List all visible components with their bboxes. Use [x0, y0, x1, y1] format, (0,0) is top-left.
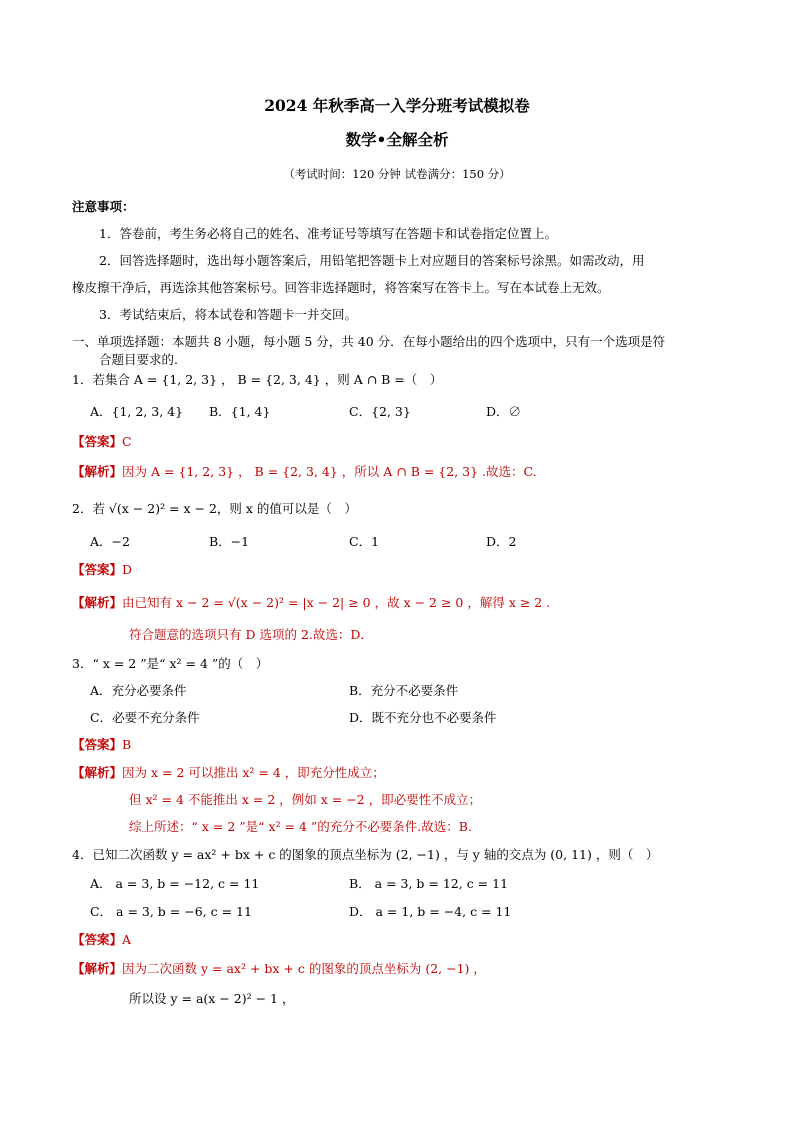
document-subtitle: 数学•全解全析	[345, 130, 449, 149]
q1-option-c: C．{2, 3}	[349, 404, 411, 419]
notice-item-1: 1．答卷前，考生务必将自己的姓名、准考证号等填写在答题卡和试卷指定位置上。	[99, 226, 557, 241]
q2-option-b: B．−1	[209, 534, 250, 549]
q3-option-b: B．充分不必要条件	[349, 683, 459, 698]
q4-analysis-row	[72, 961, 486, 976]
q3-option-a: A．充分必要条件	[90, 683, 187, 698]
exam-info: （考试时间：120 分钟 试卷满分：150 分）	[283, 167, 511, 181]
notice-item-2: 2．回答选择题时，选出每小题答案后，用铅笔把答题卡上对应题目的答案标号涂黑。如需改动，用	[99, 253, 645, 268]
q1-option-d: D．∅	[486, 404, 522, 419]
notice-item-3: 3．考试结束后，将本试卷和答题卡一并交回。	[99, 307, 357, 322]
q1-answer: C	[122, 434, 132, 449]
analysis-label: 【解析】	[72, 961, 123, 976]
q3-answer: B	[122, 737, 132, 752]
q3-analysis-2: 但 x² = 4 不能推出 x = 2 ，例如 x = −2 ，即必要性不成立；	[129, 792, 482, 807]
q2-analysis-1: 由已知有 x − 2 = √(x − 2)² = |x − 2| ≥ 0 ，故 x − 2 ≥ 0 ，解得 x ≥ 2 .	[122, 595, 551, 610]
analysis-label: 【解析】	[72, 765, 123, 780]
section-heading: 一、单项选择题：本题共 8 小题，每小题 5 分，共 40 分．在每小题给出的四个选项中，只有一个选项是符	[72, 334, 666, 349]
q4-answer-row	[72, 932, 131, 947]
answer-label: 【答案】	[72, 737, 123, 752]
q3-option-c: C．必要不充分条件	[90, 710, 200, 725]
q1-stem: 1．若集合 A = {1, 2, 3} ， B = {2, 3, 4} ，则 A ∩ B =（ ）	[72, 372, 443, 387]
notice-heading: 注意事项：	[72, 199, 135, 214]
q2-option-c: C．1	[349, 534, 380, 549]
notice-item-2-cont: 橡皮擦干净后，再选涂其他答案标号。回答非选择题时，将答案写在答卡上。写在本试卷上无效。	[72, 280, 610, 295]
q4-analysis-2: 所以设 y = a(x − 2)² − 1 ，	[129, 991, 295, 1006]
document-title: 2024 年秋季高一入学分班考试模拟卷	[264, 96, 530, 115]
q4-option-d: D． a = 1, b = −4, c = 11	[349, 904, 512, 919]
q3-analysis-1: 因为 x = 2 可以推出 x² = 4 ，即充分性成立；	[122, 765, 385, 780]
analysis-label: 【解析】	[72, 464, 123, 479]
q2-analysis-2: 符合题意的选项只有 D 选项的 2.故选：D．	[129, 627, 373, 642]
q4-answer: A	[122, 932, 132, 947]
q4-option-a: A． a = 3, b = −12, c = 11	[90, 876, 260, 891]
q2-answer: D	[122, 562, 133, 577]
q4-stem: 4．已知二次函数 y = ax² + bx + c 的图象的顶点坐标为 (2, −1) ，与 y 轴的交点为 (0, 11) ，则（ ）	[72, 847, 659, 862]
q1-answer-row	[72, 434, 132, 449]
q2-analysis-row	[72, 595, 550, 610]
q3-analysis-row	[72, 765, 385, 780]
q3-option-d: D．既不充分也不必要条件	[349, 710, 497, 725]
section-heading-cont: 合题目要求的.	[99, 352, 178, 367]
q1-analysis-row	[72, 464, 537, 479]
q2-stem: 2．若 √(x − 2)² = x − 2，则 x 的值可以是（ ）	[72, 501, 357, 516]
q4-option-b: B． a = 3, b = 12, c = 11	[349, 876, 509, 891]
answer-label: 【答案】	[72, 562, 123, 577]
q1-option-b: B．{1, 4}	[209, 404, 271, 419]
q3-analysis-3: 综上所述：“ x = 2 ”是“ x² = 4 ”的充分不必要条件.故选：B.	[129, 819, 472, 834]
answer-label: 【答案】	[72, 932, 123, 947]
q2-option-d: D．2	[486, 534, 517, 549]
q4-option-c: C． a = 3, b = −6, c = 11	[90, 904, 252, 919]
q2-answer-row	[72, 562, 132, 577]
answer-label: 【答案】	[72, 434, 123, 449]
q4-analysis-1: 因为二次函数 y = ax² + bx + c 的图象的顶点坐标为 (2, −1) ，	[122, 961, 486, 976]
q1-analysis: 因为 A = {1, 2, 3} ， B = {2, 3, 4} ，所以 A ∩ B = {2, 3} .故选：C.	[122, 464, 537, 479]
q1-option-a: A．{1, 2, 3, 4}	[90, 404, 184, 419]
q3-answer-row	[72, 737, 131, 752]
q2-option-a: A．−2	[90, 534, 130, 549]
q3-stem: 3．“ x = 2 ”是“ x² = 4 ”的（ ）	[72, 656, 269, 671]
analysis-label: 【解析】	[72, 595, 123, 610]
